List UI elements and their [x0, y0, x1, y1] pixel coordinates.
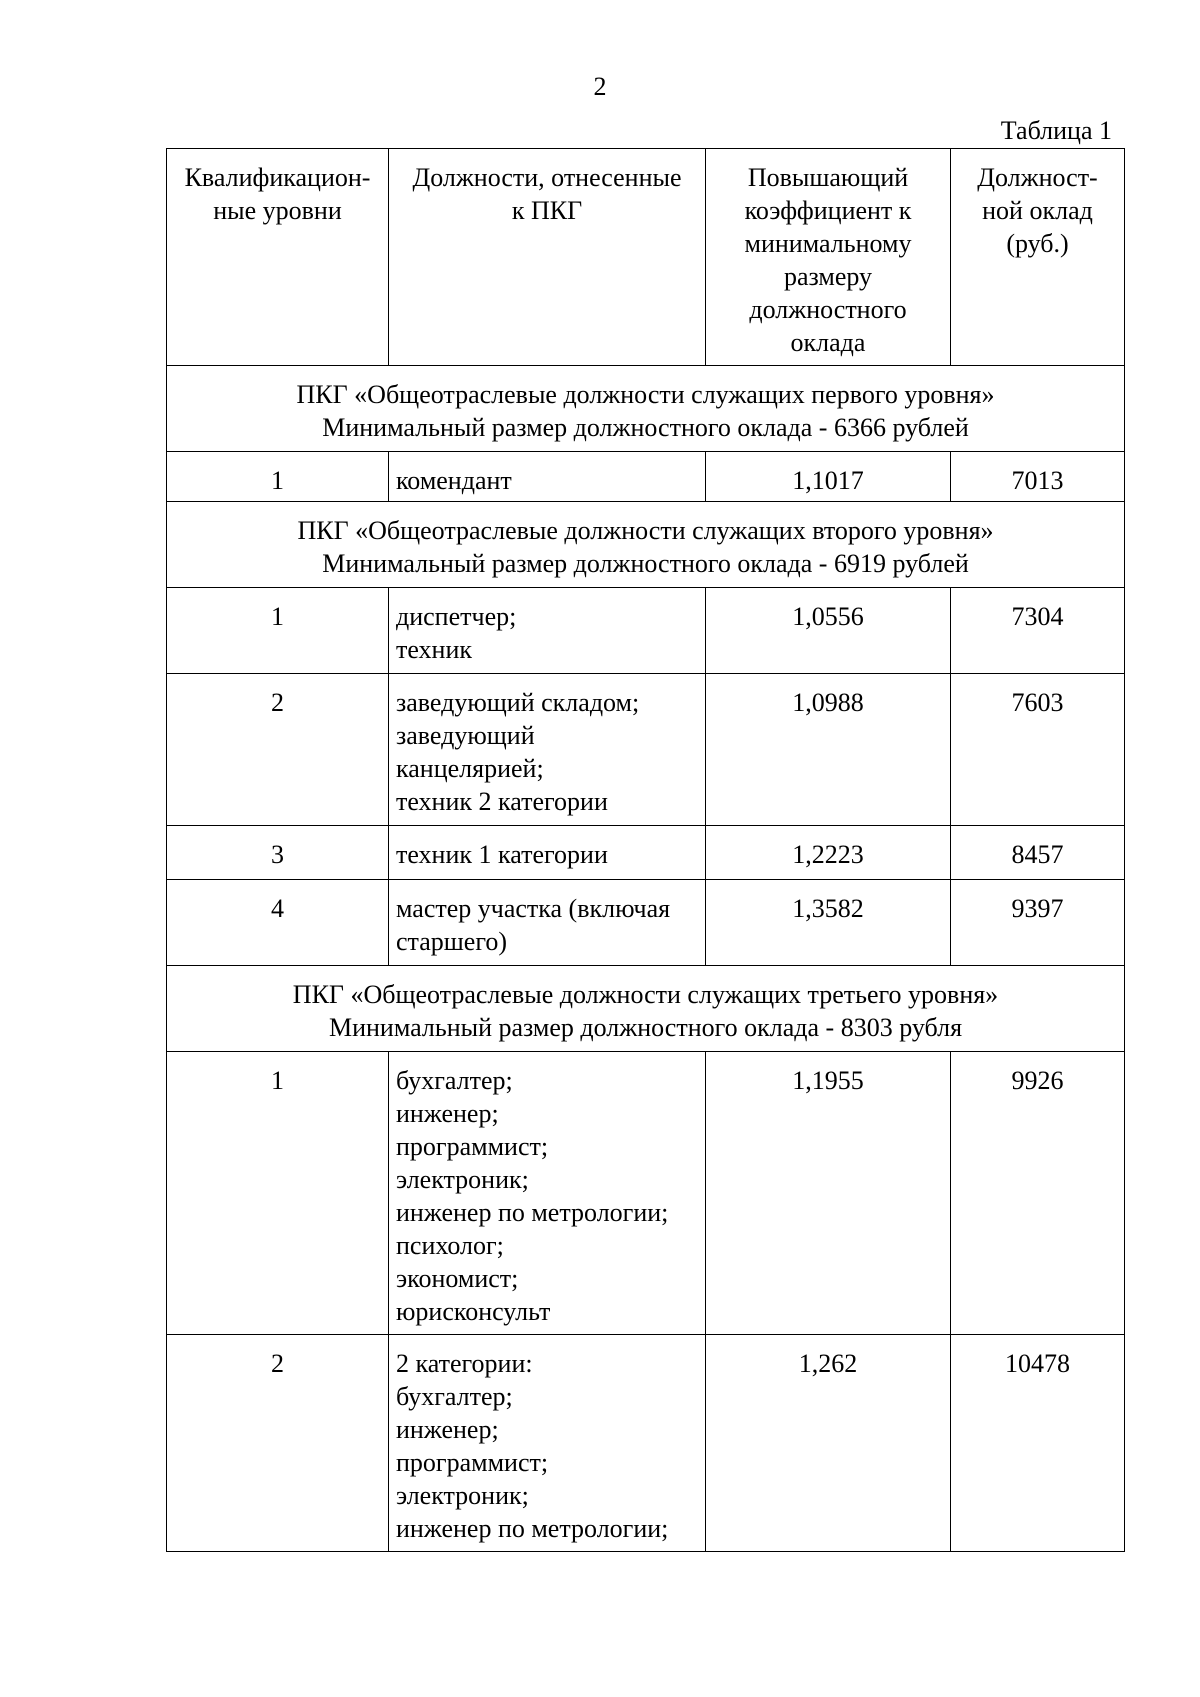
header-text: Повышающий коэффициент к минимальному размеру должностного оклада: [744, 163, 912, 357]
salary-table: [166, 148, 1125, 1552]
group-min-salary: Минимальный размер должностного оклада - 8303 рубля: [328, 1013, 963, 1042]
positions-cell: техник 1 категории: [389, 826, 706, 880]
group-header: [167, 966, 1125, 1052]
group-row: [167, 366, 1125, 452]
group-row: [167, 966, 1125, 1052]
coefficient-cell: 1,0988: [706, 674, 951, 826]
coefficient-cell: 1,0556: [706, 588, 951, 674]
header-text: Должности, отнесенные к ПКГ: [412, 163, 682, 225]
group-row: [167, 502, 1125, 588]
coefficient-cell: 1,1955: [706, 1052, 951, 1335]
group-min-salary: Минимальный размер должностного оклада - 6366 рублей: [322, 413, 969, 442]
salary-cell: 9926: [951, 1052, 1125, 1335]
coefficient-cell: 1,262: [706, 1335, 951, 1552]
group-min-salary: Минимальный размер должностного оклада - 6919 рублей: [322, 549, 969, 578]
table-row: [167, 1052, 1125, 1335]
table-caption: Таблица 1: [1000, 116, 1112, 145]
table-row: [167, 1335, 1125, 1552]
salary-cell: 7603: [951, 674, 1125, 826]
group-title: ПКГ «Общеотраслевые должности служащих первого уровня»: [296, 380, 995, 409]
header-text: Квалификацион- ные уровни: [184, 163, 371, 225]
group-title: ПКГ «Общеотраслевые должности служащих третьего уровня»: [292, 980, 999, 1009]
table-row: [167, 880, 1125, 966]
level-cell: 2: [167, 674, 389, 826]
level-cell: 1: [167, 1052, 389, 1335]
header-qualification-levels: [167, 149, 389, 366]
group-header: [167, 366, 1125, 452]
table-row: [167, 826, 1125, 880]
positions-cell: диспетчер; техник: [389, 588, 706, 674]
coefficient-cell: 1,1017: [706, 452, 951, 502]
table-row: [167, 588, 1125, 674]
positions-cell: комендант: [389, 452, 706, 502]
table-header-row: [167, 149, 1125, 366]
salary-cell: 9397: [951, 880, 1125, 966]
salary-cell: 8457: [951, 826, 1125, 880]
group-title: ПКГ «Общеотраслевые должности служащих второго уровня»: [297, 516, 994, 545]
positions-cell: заведующий складом; заведующий канцелярией; техник 2 категории: [389, 674, 706, 826]
header-coefficient: [706, 149, 951, 366]
coefficient-cell: 1,2223: [706, 826, 951, 880]
header-salary: [951, 149, 1125, 366]
header-positions: [389, 149, 706, 366]
positions-cell: 2 категории: бухгалтер; инженер; программист; электроник; инженер по метрологии;: [389, 1335, 706, 1552]
salary-cell: 7013: [951, 452, 1125, 502]
level-cell: 1: [167, 588, 389, 674]
level-cell: 4: [167, 880, 389, 966]
header-text: Должност- ной оклад (руб.): [977, 163, 1098, 258]
salary-cell: 7304: [951, 588, 1125, 674]
positions-cell: мастер участка (включая старшего): [389, 880, 706, 966]
level-cell: 1: [167, 452, 389, 502]
table-row: [167, 674, 1125, 826]
level-cell: 3: [167, 826, 389, 880]
level-cell: 2: [167, 1335, 389, 1552]
page-number: 2: [593, 72, 607, 101]
group-header: [167, 502, 1125, 588]
coefficient-cell: 1,3582: [706, 880, 951, 966]
salary-cell: 10478: [951, 1335, 1125, 1552]
positions-cell: бухгалтер; инженер; программист; электроник; инженер по метрологии; психолог; экономист; юрисконсульт: [389, 1052, 706, 1335]
table-row: [167, 452, 1125, 502]
